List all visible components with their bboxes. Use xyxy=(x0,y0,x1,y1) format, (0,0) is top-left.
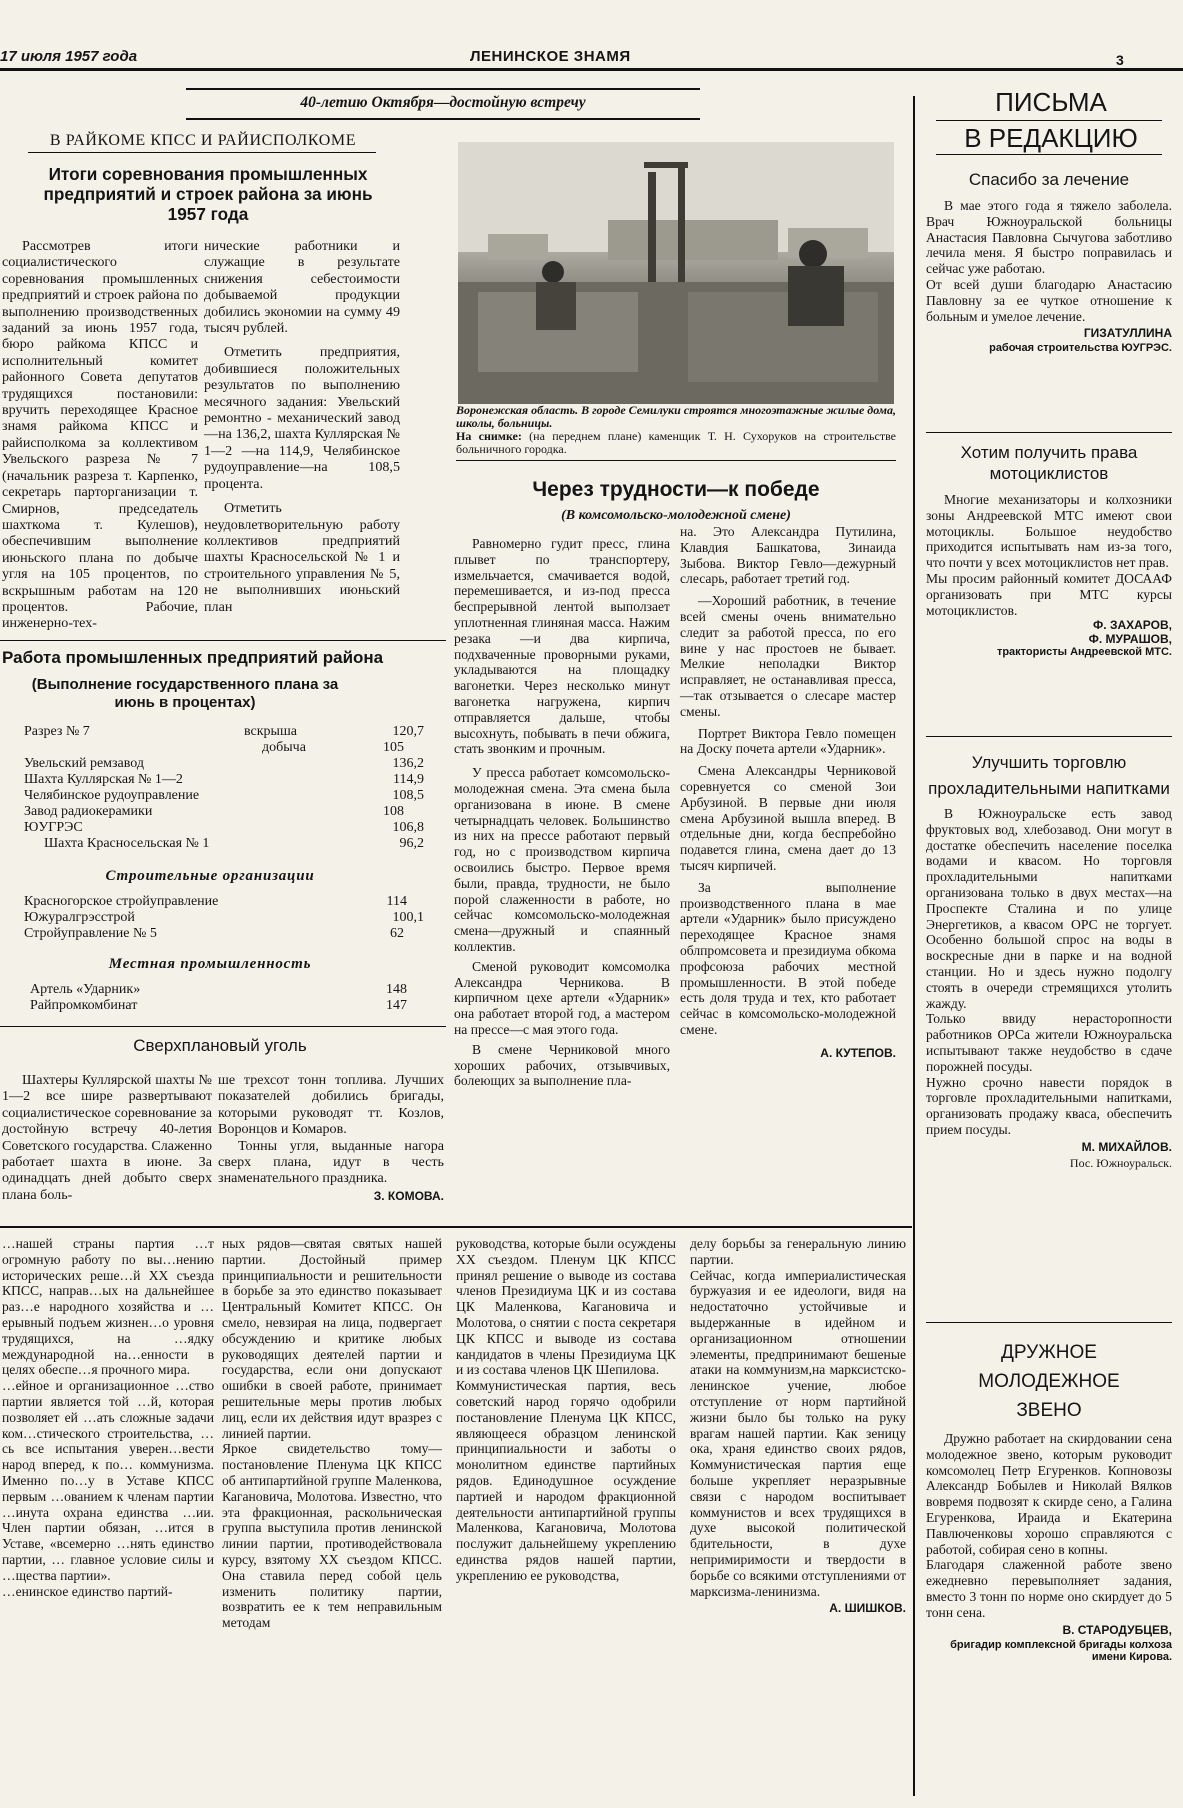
press-paragraph: на. Это Александра Путилина, Клавдия Башкатова, Зинаида Зыбова. Виктор Гевло—дежурный слесарь, работает третий год. xyxy=(680,524,896,587)
press-paragraph: Смена Александры Черниковой соревнуется со сменой Зои Арбузиной. В первые дни июля смена Арбузиной вышла вперед. В отдельные дни, когда беспребойно подавется глина, смена дает до 13 тысяч кирпичей. xyxy=(680,763,896,873)
letter-2-signature-1: Ф. ЗАХАРОВ, xyxy=(1093,618,1172,633)
row-sub: добыча xyxy=(262,740,306,755)
coal-top-rule xyxy=(0,1026,446,1027)
table-row xyxy=(24,836,424,852)
photo-caption xyxy=(456,404,896,456)
table-row xyxy=(24,772,424,788)
coal-headline: Сверхплановый уголь xyxy=(133,1036,307,1055)
row-sub: вскрыша xyxy=(244,724,297,739)
letter-3-place: Пос. Южноуральск. xyxy=(1069,1155,1172,1170)
table-top-rule xyxy=(0,640,446,641)
row-value: 108 xyxy=(383,804,404,819)
photo-caption-b: (на переднем плане) каменщик Т. Н. Сухоруков на строительстве больничного городка. xyxy=(456,429,896,456)
press-paragraph: За выполнение производственного плана в мае артели «Ударник» было присуждено переходящее Красное знамя облпромсовета и президиума обкома профсоюза рабочих местной промышленности. В этой победе есть доля труда и тех, кто работает сейчас в комсомольско-молодежной смене. xyxy=(680,879,896,1037)
party-col1-text: …нашей страны партия …т огромную работу по вы…нению исторических реше…й XX съезда КПСС, направ…ых на дальнейшее раз…е народного хозяйства и …ерывный подъем жизнен…о уровня трудящихся, на …ядку международной на…енности в целях обеспе…я прочного мира. …ейное и организационное …ство партии является той …й, которая позволяет ей …ать сложные задачи ком…стического строительства, …сь все испытания уверен…вести народ вперед, к по… коммунизма. Именно по…у в Уставе КПСС первым …ованием к членам партии …инута охрана единства …ии. Член партии обязан, …ится в Уставе, «всемерно …нять единство партии, … главное условие силы и …щества партии». …енинское единство партий- xyxy=(2,1236,214,1599)
raikom-rubric: В РАЙКОМЕ КПСС И РАЙИСПОЛКОМЕ xyxy=(49,132,357,149)
table-row xyxy=(30,998,424,1014)
row-name: Красногорское стройуправление xyxy=(24,894,219,909)
letter-3 xyxy=(926,750,1172,1171)
row-name: Увельский ремзавод xyxy=(24,756,144,771)
press-paragraph: Портрет Виктора Гевло помещен на Доску почета артели «Ударник». xyxy=(680,725,896,757)
letter-4-title-3: ЗВЕНО xyxy=(1016,1400,1082,1421)
letter-4-title-2: МОЛОДЕЖНОЕ xyxy=(978,1371,1120,1392)
row-name: ЮУГРЭС xyxy=(24,820,83,835)
row-value: 136,2 xyxy=(392,756,424,771)
table-subtitle: (Выполнение государственного плана за июнь в процентах) xyxy=(31,676,339,711)
table-industry xyxy=(24,724,424,852)
table-row xyxy=(24,804,424,820)
letter-4-signature: В. СТАРОДУБЦЕВ, xyxy=(1062,1622,1172,1637)
party-col1 xyxy=(2,1236,214,1599)
row-value: 96,2 xyxy=(399,836,424,851)
raikom-col1-text: Рассмотрев итоги социалистического соревнования промышленных предприятий и строек района по выполнению производственных заданий за июнь 1957 года, бюро райкома КПСС и исполнительный комитет районного Совета депутатов трудящихся постановили: вручить переходящее Красное знамя райкома КПСС и райисполкома за коллективом Увельского разреза № 7 (начальник разреза т. Карпенко, секретарь парторганизации т. Смирнов, председатель шахткома т. Кулешов), обеспечившим выполнение июньского плана по добыче угля на 105 процентов, по вскрышным работам на 120 процентов. Рабочие, инженерно-тех- xyxy=(2,238,198,632)
letter-1-position: рабочая строительства ЮУГРЭС. xyxy=(989,342,1172,355)
letter-3-title: Улучшить торговлю прохладительными напитками xyxy=(928,753,1170,798)
press-col1 xyxy=(454,536,670,1089)
row-name: Южуралгрэсстрой xyxy=(24,910,135,925)
letters-divider xyxy=(913,96,915,1796)
letter-2-body: Многие механизаторы и колхозники зоны Андреевской МТС имеют свои мотоциклы. Большое неудобство приходится испытывать нам из-за того, что почти у всех мотоциклистов нет прав. Мы просим районный комитет ДОСААФ организовать при МТС курсы мотоциклистов. xyxy=(926,492,1172,618)
table-title: Работа промышленных предприятий района xyxy=(2,648,384,667)
table-row xyxy=(30,982,424,998)
table-section-2: Строительные организации xyxy=(105,868,315,884)
row-value: 105 xyxy=(383,740,404,755)
table-row xyxy=(24,820,424,836)
party-col2-text: ных рядов—святая святых нашей партии. Достойный пример принципиальности и решительности в борьбе за это единство показывает Центральный Комитет КПСС. Он смело, невзирая на лица, подвергает обсуждению и критике любых руководящих деятелей партии и государства, если они допускают ошибки в своей работе, принимает решительные меры против любых лиц, если их действия идут вразрез с линией партии. Яркое свидетельство тому—постановление Пленума ЦК КПСС об антипартийной группе Маленкова, Кагановича, Молотова. Известно, что эта фракционная, раскольническая группа выступила против ленинской линии партии, противодействовала курсу, взятому XX съездом КПСС. Она ставила перед собой цель изменить политику партии, возвратить ее к тем неправильным методам xyxy=(222,1236,442,1631)
page-number: 3 xyxy=(1116,52,1124,68)
letter-4-position: бригадир комплексной бригады колхоза имени Кирова. xyxy=(950,1638,1172,1663)
table-row xyxy=(24,724,424,740)
table-row xyxy=(24,894,424,910)
rubric-rule xyxy=(28,152,376,153)
letter-4-body: Дружно работает на скирдовании сена молодежное звено, которым руководит комсомолец Петр Егуренков. Копновозы Александр Бобылев и Николай Вялков вовремя подвозят к скирде сено, а Галина Егуренкова, Ираида и Екатерина Павлюченковы хорошо справляются с работой, собирая сено в копны. Благодаря слаженной работе звено ежедневно перевыполняет задания, вместо 3 тонн по норме оно скирдует до 5 тонн сена. xyxy=(926,1431,1172,1620)
table-row xyxy=(24,926,424,942)
press-signature: А. КУТЕПОВ. xyxy=(820,1045,896,1060)
raikom-col2-text-c: Отметить неудовлетворительную работу коллективов предприятий шахты Красносельской № 1 и строительного управления № 5, не выполнивших июньский план xyxy=(204,500,400,615)
letter-rule xyxy=(926,736,1172,737)
row-name xyxy=(24,740,244,756)
party-col4 xyxy=(690,1236,906,1617)
coal-col1-text: Шахтеры Куллярской шахты № 1—2 все шире развертывают социалистическое соревнование за достойную встречу 40-летия Советского государства. Слаженно работает шахта в июне. За одинадцать дней добыто сверх плана боль- xyxy=(2,1072,212,1203)
table-row xyxy=(24,756,424,772)
coal-col2 xyxy=(218,1072,444,1205)
press-paragraph: В смене Черниковой много хороших рабочих, отзывчивых, болеющих за выполнение пла- xyxy=(454,1041,670,1089)
party-top-rule xyxy=(0,1226,912,1228)
letter-2-position: трактористы Андреевской МТС. xyxy=(996,646,1172,659)
letters-title-rule xyxy=(936,120,1162,121)
party-signature: А. ШИШКОВ. xyxy=(829,1601,906,1616)
letter-3-body: В Южноуральске есть завод фруктовых вод, хлебозавод. Они могут в достатке обеспечить население поселка водами и квасом. Но торговля прохладительными напитками организована только в двух местах—на Проспекте Сталина и по улице Энергетиков, а квасом ОРС не торгует. Особенно большой спрос на воды в воскресные дни в парке и на водной станции. Но и здесь нужно подолгу стоять в очереди стремящихся утолить жажду. Только ввиду нерасторопности работников ОРСа жители Южноуральска испытывают также неудобство в сдаче порожней посуды. Нужно срочно навести порядок в торговле прохладительными напитками, организовать продажу кваса, обеспечить прием посуды. xyxy=(926,806,1172,1137)
table-section-3: Местная промышленность xyxy=(108,956,312,972)
row-name: Завод радиокерамики xyxy=(24,804,153,819)
row-value: 120,7 xyxy=(392,724,424,739)
table-row xyxy=(24,788,424,804)
row-name: Челябинское рудоуправление xyxy=(24,788,200,803)
letter-4-title-1: ДРУЖНОЕ xyxy=(1001,1342,1097,1363)
table-row xyxy=(24,740,424,756)
row-name: Стройуправление № 5 xyxy=(24,926,157,941)
press-paragraph: Равномерно гудит пресс, глина плывет по транспортеру, измельчается, смачивается водой, перемешивается, и из-под пресса беспрерывной лентой выползает уплотненная глиняная масса. Нажим резака —и два кирпича, подхваченные проворными руками, укладываются на площадку вагонетки. Через несколько минут вагонетка нагружена, кирпич отправляется дальше, чтобы высохнуть, побывать в печи обжига, стать звонким и прочным. xyxy=(454,536,670,757)
letters-title-1: ПИСЬМА xyxy=(995,87,1107,117)
table-construction xyxy=(24,894,424,942)
party-col2 xyxy=(222,1236,442,1631)
letter-rule xyxy=(926,1322,1172,1323)
party-col3 xyxy=(456,1236,676,1584)
raikom-col2 xyxy=(204,238,400,615)
coal-signature: З. КОМОВА. xyxy=(373,1188,444,1203)
press-paragraph: У пресса работает комсомольско-молодежная смена. Эта смена была организована в июне. В смене четырнадцать человек. Большинство из них на прессе работают первый год, но с производством кирпича освоились быстро. Первое время были, правда, трудности, не было порой слаженности в работе, но сейчас комсомольско-молодежная смена—дружный и спаянный коллектив. xyxy=(454,765,670,954)
raikom-col1 xyxy=(2,238,198,632)
photo-caption-a: Воронежская область. В городе Семилуки строятся многоэтажные жилые дома, школы, больницы. xyxy=(456,403,896,430)
issue-date: 17 июля 1957 года xyxy=(0,48,138,65)
letter-1-title: Спасибо за лечение xyxy=(968,170,1130,189)
row-value: 100,1 xyxy=(392,910,424,925)
banner-text: 40-летию Октября—достойную встречу xyxy=(300,94,586,111)
letter-rule xyxy=(926,432,1172,433)
press-headline: Через трудности—к победе xyxy=(532,478,820,501)
row-name: Райпромкомбинат xyxy=(30,998,138,1013)
press-paragraph: Сменой руководит комсомолка Александра Черникова. В кирпичном цехе артели «Ударник» она работает второй год, а мастером на прессе—с мая этого года. xyxy=(454,958,670,1037)
press-rubric: (В комсомольско-молодежной смене) xyxy=(561,508,791,523)
row-name: Артель «Ударник» xyxy=(30,982,141,997)
press-paragraph: —Хороший работник, в течение всей смены очень внимательно следит за работой пресса, по его вине у нас простоев не бывает. Мелкие неполадки Виктор исправляет, не останавливая пресса,—так отзывается о слесаре мастер смены. xyxy=(680,593,896,719)
row-value: 108,5 xyxy=(392,788,424,803)
row-name: Шахта Красносельская № 1 xyxy=(44,836,210,851)
photo-caption-label: На снимке: xyxy=(456,429,522,443)
photo-bottom-rule xyxy=(456,460,896,461)
row-value: 148 xyxy=(386,982,407,997)
letter-3-signature: М. МИХАЙЛОВ. xyxy=(1081,1139,1172,1154)
letter-1-signature: ГИЗАТУЛЛИНА xyxy=(1083,326,1172,341)
coal-col3-text: Тонны угля, выданные нагора сверх плана, идут в честь знаменательного праздника. xyxy=(218,1137,444,1187)
letters-title-rule-2 xyxy=(936,154,1162,155)
photo-drawing xyxy=(458,142,894,404)
row-name: Шахта Куллярская № 1—2 xyxy=(24,772,183,787)
raikom-col2-text-a: нические работники и служащие в результате снижения себестоимости добываемой продукции добились экономии на сумму 49 тысяч рублей. xyxy=(204,238,400,337)
letter-2-signature-2: Ф. МУРАШОВ, xyxy=(1088,632,1172,647)
banner-frame xyxy=(186,88,700,120)
party-col3-text: руководства, которые были осуждены XX съездом. Пленум ЦК КПСС принял решение о выводе из состава членов Президиума ЦК и из состава ЦК Маленкова, Кагановича и Молотова, о снятии с поста секретаря ЦК КПСС и выводе из состава кандидатов в члены Президиума ЦК и из состава членов ЦК Шепилова. Коммунистическая партия, весь советский народ горячо одобрили постановление Пленума ЦК КПСС, являющееся образцом ленинской принципиальности и заботы о монолитном единстве партийных рядов. Единодушное осуждение партией и народом фракционной деятельности антипартийной группы Маленкова, Кагановича, Молотова послужит дальнейшему укреплению единства рядов нашей партии, укреплению ее руководства, xyxy=(456,1236,676,1583)
newspaper-title: ЛЕНИНСКОЕ ЗНАМЯ xyxy=(470,48,631,65)
press-col2 xyxy=(680,524,896,1062)
party-col4-text: делу борьбы за генеральную линию партии. Сейчас, когда империалистическая буржуазия и ее идеологи, видя на недостаточно устойчивые и выдержанные в идейном и организационном отношении элементы, предпринимают бешеные атаки на коммунизм,на марксистско-ленинское учение, любое отступление от норм партийной жизни было бы только на руку врагам нашей партии. Как зеницу ока, храня единство своих рядов, Коммунистическая партия еще больше укрепляет неразрывные связи с народом воспитывает коммунистов и всех трудящихся в духе высокой политической бдительности, в духе непримиримости и твердости в борьбе со всякими отступлениями от марксизма-ленинизма. xyxy=(690,1236,906,1599)
table-local xyxy=(30,982,424,1014)
row-name: Разрез № 7 xyxy=(24,724,90,739)
table-row xyxy=(24,910,424,926)
letter-1 xyxy=(926,166,1172,354)
construction-photo xyxy=(458,142,894,404)
masthead-rule xyxy=(0,68,1183,71)
coal-col2-text: ше трехсот тонн топлива. Лучших показателей добились бригады, которыми руководят тт. Козлов, Воронцов и Комаров. xyxy=(218,1072,444,1138)
row-value: 62 xyxy=(390,926,404,941)
row-value: 114 xyxy=(386,894,407,909)
row-value: 147 xyxy=(386,998,407,1013)
raikom-headline: Итоги соревнования промышленных предприятий и строек района за июнь 1957 года xyxy=(43,164,373,224)
letter-2 xyxy=(926,442,1172,658)
letters-title-2: В РЕДАКЦИЮ xyxy=(964,123,1138,153)
coal-col1 xyxy=(2,1072,212,1203)
raikom-col2-text-b: Отметить предприятия, добившиеся положительных результатов по выполнению месячного задания: Увельский ремонтно - механический завод—на 136,2, шахта Куллярская № 1—2 —на 114,9, Челябинское рудоуправление—на 108,5 процента. xyxy=(204,344,400,492)
row-value: 114,9 xyxy=(393,772,424,787)
letter-2-title: Хотим получить права мотоциклистов xyxy=(960,443,1138,483)
letter-4 xyxy=(926,1338,1172,1663)
row-value: 106,8 xyxy=(392,820,424,835)
letter-1-body: В мае этого года я тяжело заболела. Врач Южноуральской больницы Анастасия Павловна Сычугова заботливо лечила меня. Я быстро поправилась и сейчас уже работаю. От всей души благодарю Анастасию Павловну за ее чуткое отношение к больным и умелое лечение. xyxy=(926,198,1172,324)
